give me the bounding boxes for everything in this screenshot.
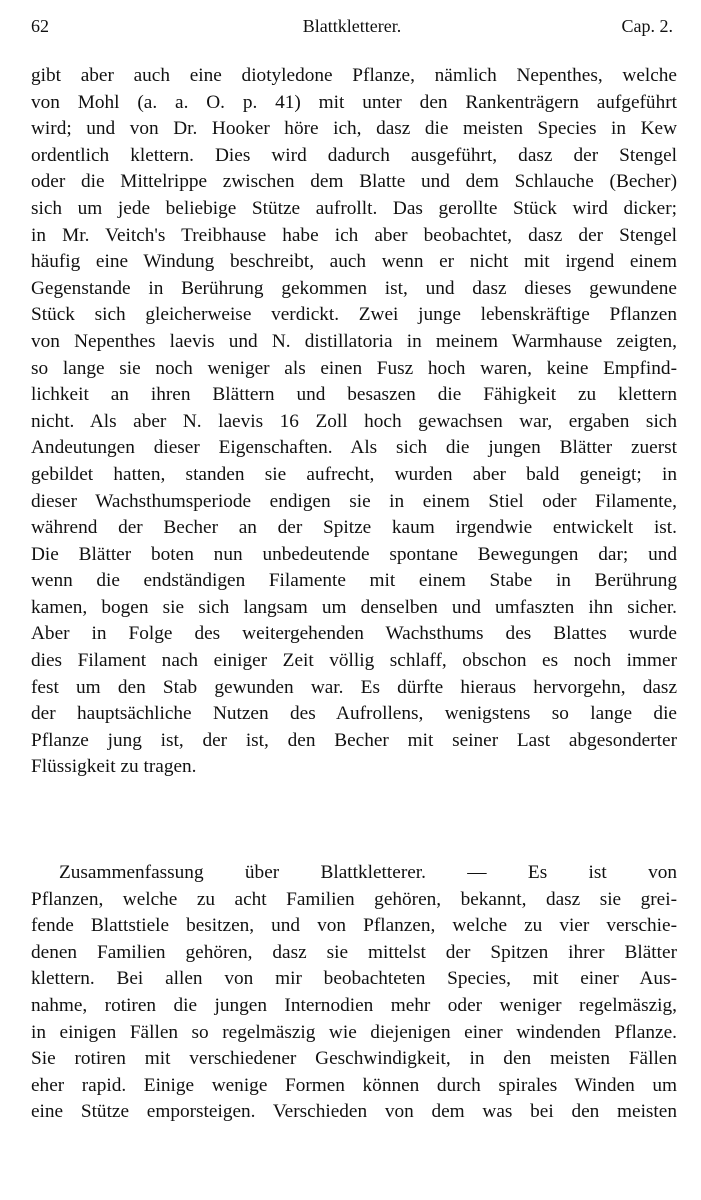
text-line: Pflanze jung ist, der ist, den Becher mit seiner Last abgesonderter (31, 729, 677, 751)
text-line: ordentlich klettern. Dies wird dadurch ausgeführt, dasz der Stengel (31, 144, 677, 166)
text-line: gebildet hatten, standen sie aufrecht, wurden aber bald geneigt; in (31, 463, 677, 485)
running-title: Blattkletterer. (302, 16, 402, 36)
text-line: häufig eine Windung beschreibt, auch wenn er nicht mit irgend einem (31, 251, 677, 273)
text-line: gibt aber auch eine diotyledone Pflanze, nämlich Nepenthes, welche (31, 65, 677, 86)
paragraph-summary (31, 860, 677, 1126)
text-line: Flüssigkeit zu tragen. (31, 756, 197, 778)
text-line: in Mr. Veitch's Treibhause habe ich aber beobachtet, dasz der Stengel (31, 224, 677, 246)
text-line: nicht. Als aber N. laevis 16 Zoll hoch gewachsen war, ergaben sich (31, 410, 677, 432)
text-line: fest um den Stab gewunden war. Es dürfte hieraus hervorgehn, dasz (31, 676, 677, 698)
page-number: 62 (31, 16, 49, 36)
text-line: Die Blätter boten nun unbedeutende spontane Bewegungen dar; und (31, 543, 677, 565)
text-line: nahme, rotiren die jungen Internodien mehr oder weniger regelmäszig, (31, 994, 677, 1016)
text-line: Zusammenfassung über Blattkletterer. — Es ist von (59, 862, 677, 883)
text-line: fende Blattstiele besitzen, und von Pflanzen, welche zu vier verschie- (31, 915, 677, 937)
text-line: denen Familien gehören, dasz sie mittelst der Spitzen ihrer Blätter (31, 941, 677, 963)
text-line: oder die Mittelrippe zwischen dem Blatte und dem Schlauche (Becher) (31, 171, 677, 193)
text-line: eher rapid. Einige wenige Formen können durch spirales Winden um (31, 1074, 677, 1096)
text-line: Stück sich gleicherweise verdickt. Zwei junge lebenskräftige Pflanzen (31, 304, 677, 326)
text-line: dieser Wachsthumsperiode endigen sie in einem Stiel oder Filamente, (31, 490, 677, 512)
text-line: lichkeit an ihren Blättern und besaszen die Fähigkeit zu klettern (31, 384, 677, 406)
chapter-label: Cap. 2. (621, 16, 673, 36)
text-line: kamen, bogen sie sich langsam um denselben und umfaszten ihn sicher. (31, 596, 677, 618)
text-line: wenn die endständigen Filamente mit einem Stabe in Berührung (31, 570, 677, 592)
text-line: so lange sie noch weniger als einen Fusz hoch waren, keine Empfind- (31, 357, 677, 379)
text-line: Aber in Folge des weitergehenden Wachsthums des Blattes wurde (31, 623, 677, 645)
text-line: der hauptsächliche Nutzen des Aufrollens, wenigstens so lange die (31, 703, 677, 725)
text-line: klettern. Bei allen von mir beobachteten Species, mit einer Aus- (31, 968, 677, 990)
page-header (31, 16, 673, 44)
text-line: Pflanzen, welche zu acht Familien gehören, bekannt, dasz sie grei- (31, 888, 677, 910)
paragraph-nepenthes (31, 63, 677, 781)
text-line: sich um jede beliebige Stütze aufrollt. Das gerollte Stück wird dicker; (31, 197, 677, 219)
text-line: Gegenstande in Berührung gekommen ist, und dasz dieses gewundene (31, 277, 677, 299)
text-line: Andeutungen dieser Eigenschaften. Als sich die jungen Blätter zuerst (31, 437, 677, 459)
text-line: von Nepenthes laevis und N. distillatoria in meinem Warmhause zeigten, (31, 330, 677, 352)
text-line: Sie rotiren mit verschiedener Geschwindigkeit, in den meisten Fällen (31, 1048, 677, 1070)
text-line: in einigen Fällen so regelmäszig wie diejenigen einer windenden Pflanze. (31, 1021, 677, 1043)
text-line: dies Filament nach einiger Zeit völlig schlaff, obschon es noch immer (31, 650, 677, 672)
text-line: wird; und von Dr. Hooker höre ich, dasz die meisten Species in Kew (31, 118, 677, 140)
text-line: während der Becher an der Spitze kaum irgendwie entwickelt ist. (31, 517, 677, 539)
text-line: eine Stütze emporsteigen. Verschieden von dem was bei den meisten (31, 1101, 677, 1123)
text-line: von Mohl (a. a. O. p. 41) mit unter den Rankenträgern aufgeführt (31, 91, 677, 113)
